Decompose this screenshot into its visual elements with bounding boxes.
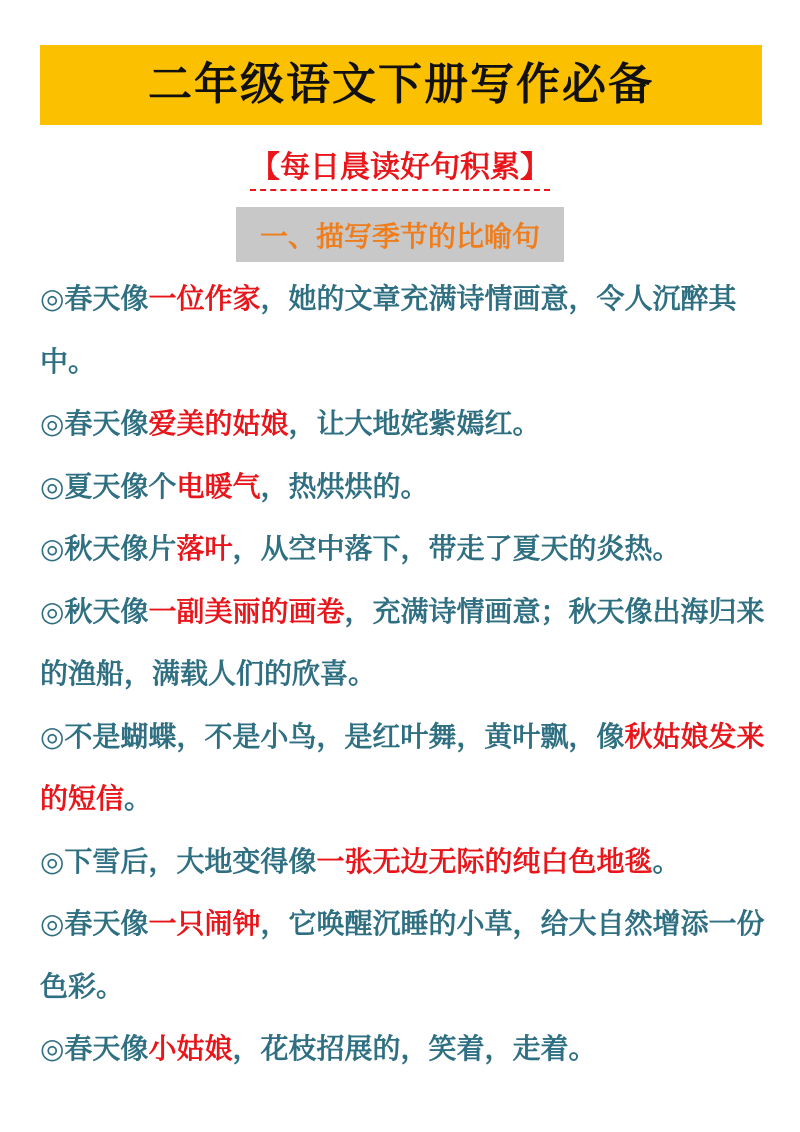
sentence-text: ，它唤醒沉睡的小草，给大自然增添一份色彩。	[40, 907, 765, 1003]
sentence-item	[40, 393, 770, 456]
sentence-text: ，热烘烘的。	[260, 469, 429, 503]
sentence-highlight: 电暖气	[176, 469, 261, 503]
sentence-text: ◎春天像	[40, 407, 149, 440]
sentence-item	[40, 581, 770, 706]
sentence-text: 。	[124, 782, 153, 815]
sentence-list	[40, 268, 770, 1081]
sentence-text: ◎春天像	[40, 907, 149, 940]
sentence-text: 。	[652, 844, 681, 878]
sentence-text: ，充满诗情画意；秋天像出海归来的渔船，满载人们的欣喜。	[40, 594, 765, 690]
sentence-item	[40, 831, 770, 894]
sentence-text: ◎不是蝴蝶，不是小鸟，是红叶舞，黄叶飘，像	[40, 719, 625, 753]
sentence-text: ◎下雪后，大地变得像	[40, 844, 317, 878]
sentence-highlight: 爱美的姑娘	[148, 407, 289, 440]
sentence-text: ◎夏天像个	[40, 469, 177, 503]
sentence-highlight: 一位作家	[148, 282, 261, 315]
section-heading: 一、描写季节的比喻句	[259, 219, 540, 253]
section-heading-box	[236, 207, 564, 262]
sentence-text: ◎秋天像	[40, 594, 149, 628]
sentence-highlight: 小姑娘	[148, 1032, 233, 1065]
sentence-item	[40, 268, 770, 393]
sentence-highlight: 一副美丽的画卷	[148, 594, 345, 628]
sentence-item	[40, 706, 770, 831]
sentence-item	[40, 1018, 770, 1081]
sentence-highlight: 落叶	[176, 532, 233, 565]
sentence-text: ◎春天像	[40, 1032, 149, 1065]
sentence-item	[40, 893, 770, 1018]
subtitle: 【每日晨读好句积累】	[250, 150, 550, 191]
sentence-highlight: 秋姑娘发来的短信	[40, 719, 765, 815]
sentence-highlight: 一只闹钟	[148, 907, 261, 940]
sentence-item	[40, 518, 770, 581]
sentence-text: ，花枝招展的，笑着，走着。	[232, 1032, 597, 1065]
sentence-item	[40, 456, 770, 519]
sentence-text: ，她的文章充满诗情画意，令人沉醉其中。	[40, 282, 737, 378]
sentence-text: ◎秋天像片	[40, 532, 177, 565]
sentence-text: ，从空中落下，带走了夏天的炎热。	[232, 532, 681, 565]
title-banner	[40, 45, 762, 125]
sentence-text: ◎春天像	[40, 282, 149, 315]
subtitle-block	[0, 150, 800, 191]
page-title: 二年级语文下册写作必备	[148, 59, 654, 110]
sentence-highlight: 一张无边无际的纯白色地毯	[316, 844, 653, 878]
sentence-text: ，让大地姹紫嫣红。	[288, 407, 541, 440]
